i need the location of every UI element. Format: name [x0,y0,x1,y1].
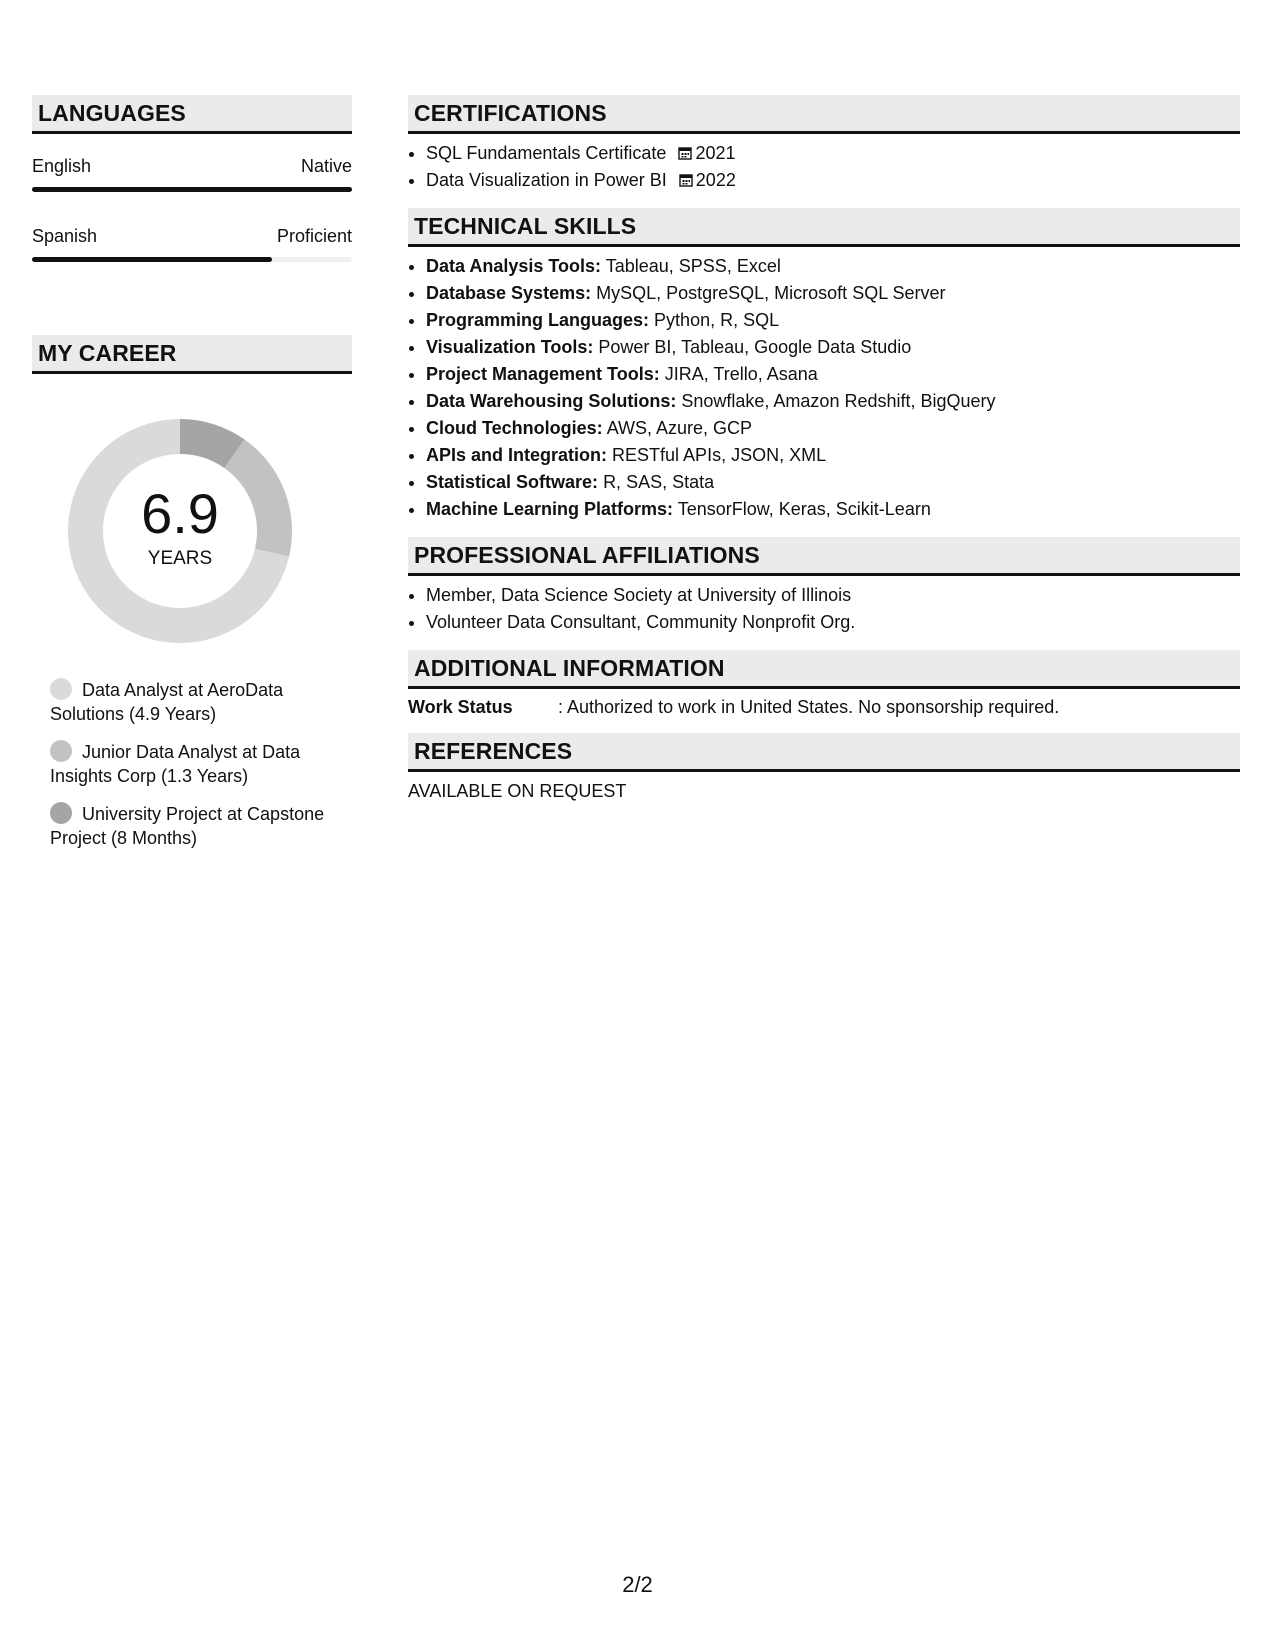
skill-item [426,415,1240,442]
certification-name: SQL Fundamentals Certificate [426,143,667,163]
affiliation-item: • Member, Data Science Society at University of Illinois [426,582,1240,609]
career-header: MY CAREER [32,335,352,374]
language-proficiency-bar [32,187,352,192]
right-column [408,95,1240,802]
career-total-value: 6.9 [141,482,219,545]
career-legend-item [50,802,330,850]
work-status-value: : Authorized to work in United States. No sponsorship required. [558,697,1060,717]
skill-item [426,361,1240,388]
skill-item [426,388,1240,415]
skill-item [426,469,1240,496]
skill-value: R, SAS, Stata [603,472,715,492]
language-proficiency-fill [32,257,272,262]
certification-year: 2022 [695,170,736,190]
skill-value: Power BI, Tableau, Google Data Studio [598,337,912,357]
career-legend-label: Data Analyst at AeroData Solutions (4.9 Years) [50,680,284,724]
work-status-row [408,695,1240,719]
language-proficiency-fill [32,187,352,192]
references-text: AVAILABLE ON REQUEST [408,781,627,801]
skill-label: Programming Languages: [426,310,650,330]
career-legend-label: University Project at Capstone Project (8 Months) [50,804,325,848]
skill-label: Statistical Software: [426,472,599,492]
skill-item [426,442,1240,469]
skill-item [426,334,1240,361]
career-donut-chart [65,416,295,646]
skill-label: Data Analysis Tools: [426,256,602,276]
language-name: Spanish [32,226,98,246]
career-legend-item [50,678,330,726]
skill-item [426,280,1240,307]
calendar-icon [679,173,693,187]
legend-dot-icon [50,802,72,824]
work-status-label: Work Status [408,697,513,717]
skills-list [408,253,1240,523]
skill-item [426,496,1240,523]
language-proficiency-bar [32,257,352,262]
skill-label: Cloud Technologies: [426,418,603,438]
left-column [32,95,352,864]
career-legend [50,678,330,850]
affiliation-item: • Volunteer Data Consultant, Community Nonprofit Org. [426,609,1240,636]
page-number: 2/2 [622,1572,653,1597]
language-item [32,225,352,262]
skill-value: Snowflake, Amazon Redshift, BigQuery [681,391,996,411]
skill-label: Data Warehousing Solutions: [426,391,677,411]
career-total [65,416,295,646]
language-item [32,155,352,192]
skill-item [426,253,1240,280]
skill-label: Machine Learning Platforms: [426,499,674,519]
skill-value: JIRA, Trello, Asana [664,364,818,384]
legend-dot-icon [50,740,72,762]
affiliations-header: PROFESSIONAL AFFILIATIONS [408,537,1240,576]
certifications-header: CERTIFICATIONS [408,95,1240,134]
skill-value: Tableau, SPSS, Excel [605,256,781,276]
skills-header: TECHNICAL SKILLS [408,208,1240,247]
language-level: Proficient [276,226,352,246]
language-level: Native [300,156,352,176]
skill-item [426,307,1240,334]
skill-value: MySQL, PostgreSQL, Microsoft SQL Server [596,283,946,303]
certification-item [426,167,1240,194]
skill-value: Python, R, SQL [654,310,780,330]
certification-year: 2021 [695,143,736,163]
skill-label: Visualization Tools: [426,337,594,357]
skill-value: AWS, Azure, GCP [606,418,753,438]
legend-dot-icon [50,678,72,700]
references-header: REFERENCES [408,733,1240,772]
affiliations-list [408,582,1240,636]
calendar-icon [678,146,692,160]
language-name: English [32,156,92,176]
career-legend-label: Junior Data Analyst at Data Insights Corp (1.3 Years) [50,742,301,786]
career-legend-item [50,740,330,788]
certifications-list [408,140,1240,194]
skill-label: Project Management Tools: [426,364,660,384]
additional-info-header: ADDITIONAL INFORMATION [408,650,1240,689]
certification-name: Data Visualization in Power BI [426,170,667,190]
skill-label: Database Systems: [426,283,592,303]
certification-item [426,140,1240,167]
career-total-unit: YEARS [147,548,213,569]
languages-header: LANGUAGES [32,95,352,134]
skill-label: APIs and Integration: [426,445,608,465]
skill-value: RESTful APIs, JSON, XML [612,445,827,465]
skill-value: TensorFlow, Keras, Scikit-Learn [677,499,931,519]
